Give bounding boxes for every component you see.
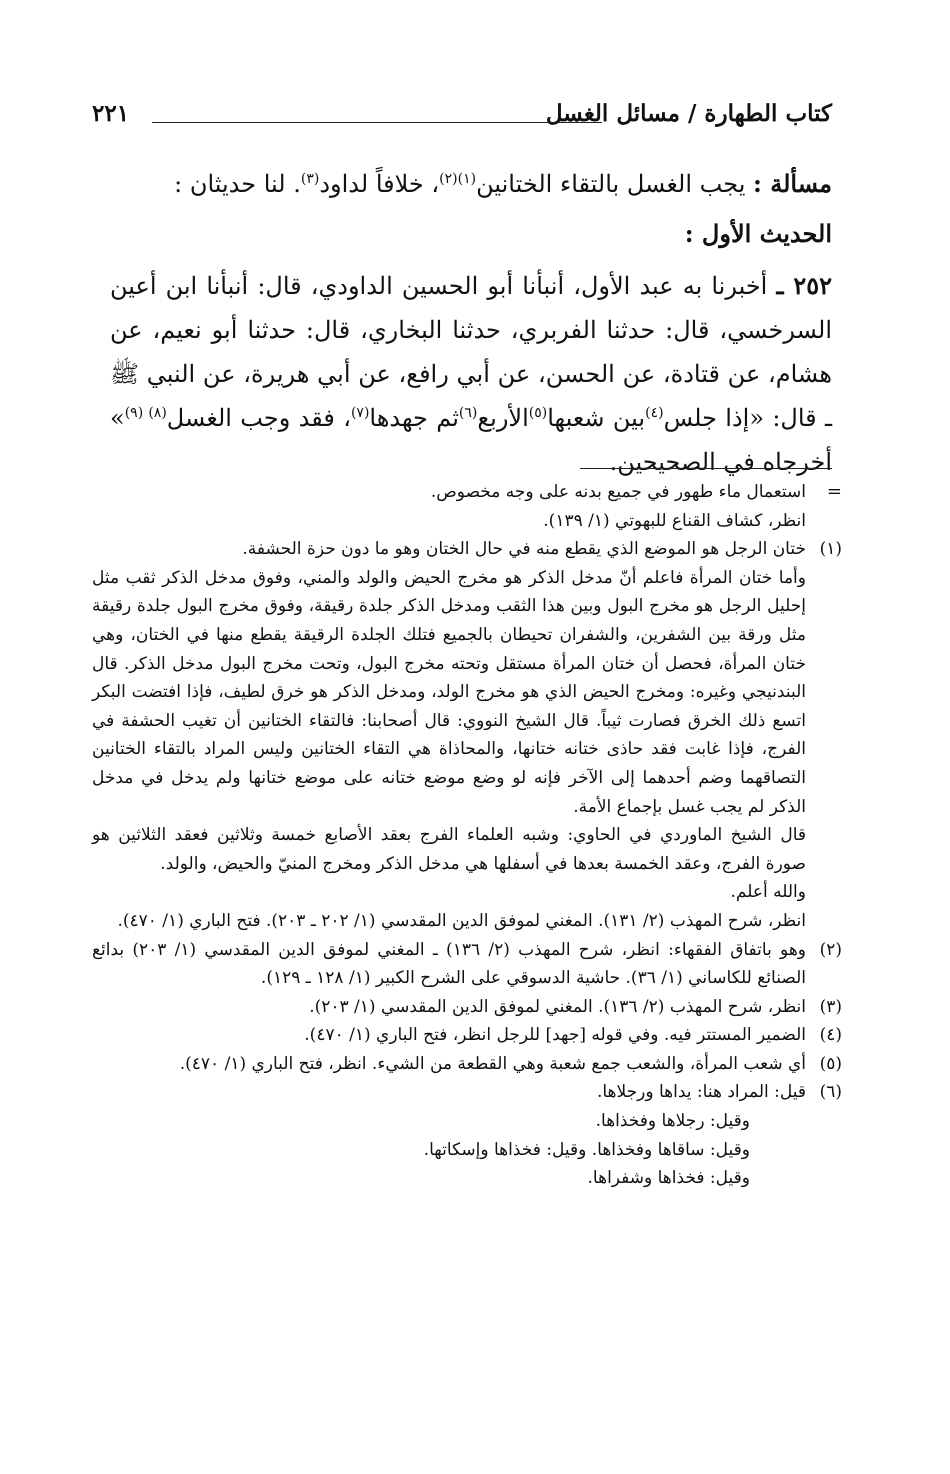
hadith-text-5: ، فقد وجب الغسل [166,404,351,432]
hadith-text-4: ثم جهدها [369,404,459,432]
footnote-paragraph: الضمير المستتر فيه. وفي قوله [جهد] للرجل انظر، فتح الباري (١/ ٤٧٠). [304,1025,806,1046]
footnote-paragraph: انظر، شرح المهذب (٢/ ١٣١). المغني لموفق الدين المقدسي (١/ ٢٠٢ ـ ٢٠٣). فتح الباري (١/ ٤٧٠). [117,910,806,931]
footnote-number: (٥) [819,1053,842,1074]
footnote-paragraph: وقيل: ساقاها وفخذاها. وقيل: فخذاها وإسكاتها. [423,1139,750,1160]
footnote-number: (٣) [819,996,842,1017]
footnote-paragraph: قيل: المراد هنا: يداها ورجلاها. [596,1082,806,1103]
hadith-text-1: أخبرنا به عبد الأول، أنبأنا أبو الحسين الداودي، قال: أنبأنا ابن أعين السرخسي، قال: حدثنا الفربري، حدثنا البخاري، قال: حدثنا أبو نعيم، عن هشام، عن قتادة، عن الحسن، عن أبي رافع، عن أبي هريرة، عن النبي ﷺ ـ قال: «إذا جلس [110,272,833,432]
footnote-paragraph: قال الشيخ الماوردي في الحاوي: وشبه العلماء الفرج بعقد الأصابع خمسة وثلاثين فعقد الثلاثين هو صورة الفرج، وعقد الخمسة بعدها في أسفلها هي مدخل الذكر ومخرج المنيّ والحيض، والولد. [92,825,806,874]
hadith-text-2: بين شعبها [547,404,646,432]
footnote-paragraph: انظر، شرح المهذب (٢/ ١٣٦). المغني لموفق الدين المقدسي (١/ ٢٠٣). [309,996,806,1017]
footnote-4 [92,1021,842,1050]
issue-label: مسألة : [753,169,832,198]
footnote-ref-7[interactable]: (٧) [350,405,370,421]
footnote-body [92,478,806,535]
footnote-body [92,535,806,935]
issue-text-1: يجب الغسل بالتقاء الختانين [476,170,746,198]
footnote-ref-6[interactable]: (٦) [458,405,478,421]
hadith-number: ٢٥٢ ـ [776,271,832,300]
footnote-paragraph: وقيل: فخذاها وشفراها. [587,1168,750,1189]
running-header [92,100,832,140]
page-number: ٢٢١ [92,100,130,127]
header-rule [152,122,602,123]
footnote-continued [92,478,842,535]
footnote-ref-5[interactable]: (٥) [528,405,548,421]
footnote-ref-4[interactable]: (٤) [645,405,664,421]
footnote-number: (١) [819,539,842,560]
hadith-text-6: » أخرجاه في الصحيحين. [110,404,832,476]
footnote-number: (٤) [819,1025,842,1046]
footnote-number: (٢) [819,939,842,960]
footnote-3 [92,993,842,1022]
footnote-ref-8-9[interactable]: (٨) (٩) [124,405,167,421]
header-title: كتاب الطهارة / مسائل الغسل [545,100,832,127]
footnote-paragraph: أي شعب المرأة، والشعب جمع شعبة وهي القطعة من الشيء. انظر، فتح الباري (١/ ٤٧٠). [179,1053,806,1074]
continuation-mark: = [826,481,842,502]
footnote-paragraph: والله أعلم. [730,882,806,903]
footnote-body [92,1050,806,1079]
footnote-paragraph: وقيل: رجلاها وفخذاها. [595,1111,750,1132]
footnote-paragraph: وهو باتفاق الفقهاء: انظر، شرح المهذب (٢/ ١٣٦) ـ المغني لموفق الدين المقدسي (١/ ٢٠٣) بدائع الصنائع للكاساني (١/ ٣٦). حاشية الدسوقي على الشرح الكبير (١/ ١٢٨ ـ ١٢٩). [92,939,806,989]
main-text [110,162,832,484]
footnote-5 [92,1050,842,1079]
footnote-2 [92,936,842,993]
footnote-paragraph: وأما ختان المرأة فاعلم أنّ مدخل الذكر هو مخرج الحيض والولد والمني، وفوق مدخل الذكر ثقب مثل إحليل الرجل هو مخرج البول وبين هذا الثقب ومدخل الذكر جلدة رقيقة، وفوق مخرج البول جلدة رقيقة مثل ورقة بين الشفرين، والشفران تحيطان بالجميع فتلك الجلدة الرقيقة يقطع منها في الختان، وهي ختان المرأة، فحصل أن ختان المرأة مستقل وتحته مخرج البول، وتحت مخرج البول مدخل الذكر. قال البندنيجي وغيره: ومخرج الحيض الذي هو مخرج الولد، ومدخل الذكر هو خرق لطيف، فإذا افتضت البكر اتسع ذلك الخرق فصارت ثيباً. قال الشيخ النووي: قال أصحابنا: فالتقاء الختانين أن تغيب الحشفة في الفرج، فإذا غابت فقد حاذى ختانه ختانها، والمحاذاة هي التقاء الختانين وليس المراد بالتقاء الختانين التصاقهما وضم أحدهما إلى الآخر فإنه لو وضع موضع ختانه على موضع ختانها ولم يدخل في مدخل الذكر لم يجب غسل بإجماع الأمة. [92,567,806,817]
issue-text-2: ، خلافاً لداود [319,170,440,198]
footnote-body [92,936,806,993]
issue-text-3: . لنا حديثان : [174,170,301,198]
footnote-6 [92,1078,842,1192]
footnote-separator [580,468,832,469]
footnote-line: استعمال ماء طهور في جميع بدنه على وجه مخصوص. [430,482,806,502]
footnote-body [92,1021,806,1050]
footnote-body [92,993,806,1022]
hadith-paragraph [110,264,832,484]
footnote-ref-3[interactable]: (٣) [300,171,320,187]
footnote-number: (٦) [819,1082,842,1103]
hadith-text-3: الأربع [477,404,529,432]
hadith-heading: الحديث الأول : [684,219,832,248]
footnote-ref-1-2[interactable]: (١)(٢) [439,171,477,187]
footnote-paragraph: ختان الرجل هو الموضع الذي يقطع منه في حال الختان وهو ما دون حزة الحشفة. [242,539,806,560]
footnote-1 [92,535,842,935]
footnote-body [92,1078,806,1192]
footnotes [92,478,842,1193]
footnote-line: انظر، كشاف القناع للبهوتي (١/ ١٣٩). [543,510,806,531]
issue-paragraph [110,162,832,206]
